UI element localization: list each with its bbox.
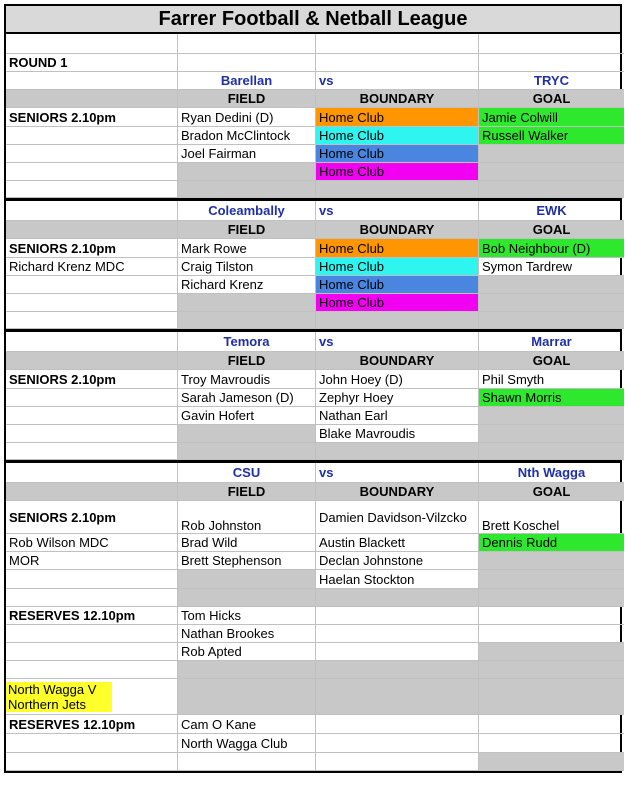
match-header-row: [6, 198, 620, 221]
cell: [479, 589, 624, 607]
fixture-note: North Wagga V Northern Jets: [6, 682, 112, 712]
goal-umpire: [479, 145, 624, 163]
boundary-umpire: Damien Davidson-Vilzcko: [316, 501, 479, 534]
grade-cell: SENIORS 2.10pm: [6, 239, 178, 258]
cell: [178, 443, 316, 460]
field-header: FIELD: [178, 90, 316, 108]
boundary-umpire: [316, 734, 479, 753]
cell: [178, 661, 316, 679]
cell: [6, 753, 178, 771]
cell: [316, 443, 479, 460]
goal-umpire: Brett Koschel: [479, 501, 624, 534]
boundary-header: BOUNDARY: [316, 221, 479, 239]
boundary-umpire: Declan Johnstone: [316, 552, 479, 570]
cell: [316, 589, 479, 607]
grade-cell: [6, 276, 178, 294]
table-row: [6, 258, 620, 276]
table-row: [6, 570, 620, 589]
table-row: [6, 163, 620, 181]
cell: [479, 312, 624, 329]
table-row: [6, 239, 620, 258]
vs-label: vs: [316, 201, 479, 221]
cell: [6, 661, 178, 679]
boundary-umpire: Home Club: [316, 145, 479, 163]
table-row: [6, 389, 620, 407]
cell: [6, 483, 178, 501]
grade-cell: [6, 389, 178, 407]
goal-header: GOAL: [479, 483, 624, 501]
goal-umpire: [479, 715, 624, 734]
cell: [6, 72, 178, 90]
cell: [6, 332, 178, 352]
field-umpire: Bradon McClintock: [178, 127, 316, 145]
boundary-header: BOUNDARY: [316, 483, 479, 501]
field-umpire: [178, 163, 316, 181]
field-umpire: [178, 570, 316, 589]
cell: [479, 181, 624, 198]
column-header-row: [6, 221, 620, 239]
grade-cell: SENIORS 2.10pm: [6, 501, 178, 534]
cell: [6, 90, 178, 108]
cell: [6, 589, 178, 607]
goal-umpire: Symon Tardrew: [479, 258, 624, 276]
match-header-row: [6, 460, 620, 483]
field-umpire: Cam O Kane: [178, 715, 316, 734]
cell: [479, 54, 624, 72]
field-umpire: Craig Tilston: [178, 258, 316, 276]
column-header-row: [6, 90, 620, 108]
goal-umpire: Dennis Rudd: [479, 534, 624, 552]
field-header: FIELD: [178, 483, 316, 501]
goal-umpire: Russell Walker: [479, 127, 624, 145]
boundary-umpire: Home Club: [316, 127, 479, 145]
table-row: [6, 734, 620, 753]
cell: [178, 54, 316, 72]
table-row: [6, 607, 620, 625]
field-umpire: Tom Hicks: [178, 607, 316, 625]
home-team: Barellan: [178, 72, 316, 90]
grade-cell: [6, 625, 178, 643]
goal-umpire: [479, 163, 624, 181]
table-row: [6, 276, 620, 294]
vs-label: vs: [316, 332, 479, 352]
goal-umpire: [479, 570, 624, 589]
boundary-umpire: Home Club: [316, 108, 479, 127]
field-umpire: Mark Rowe: [178, 239, 316, 258]
boundary-umpire: Haelan Stockton: [316, 570, 479, 589]
grade-cell: MOR: [6, 552, 178, 570]
home-team: CSU: [178, 463, 316, 483]
cell: [316, 661, 479, 679]
field-umpire: Ryan Dedini (D): [178, 108, 316, 127]
cell: [479, 753, 624, 771]
grade-cell: [6, 294, 178, 312]
blank-row: [6, 34, 620, 54]
grade-cell: [6, 643, 178, 661]
field-umpire: Brett Stephenson: [178, 552, 316, 570]
table-row: [6, 715, 620, 734]
goal-umpire: Shawn Morris: [479, 389, 624, 407]
away-team: TRYC: [479, 72, 624, 90]
grade-cell: Rob Wilson MDC: [6, 534, 178, 552]
cell: [316, 181, 479, 198]
cell: [178, 753, 316, 771]
goal-umpire: Phil Smyth: [479, 370, 624, 389]
grade-cell: [6, 425, 178, 443]
vs-label: vs: [316, 72, 479, 90]
cell: [178, 181, 316, 198]
table-row: [6, 643, 620, 661]
table-row: [6, 534, 620, 552]
boundary-umpire: Home Club: [316, 276, 479, 294]
cell: [479, 443, 624, 460]
field-umpire: Richard Krenz: [178, 276, 316, 294]
away-team: EWK: [479, 201, 624, 221]
boundary-umpire: John Hoey (D): [316, 370, 479, 389]
table-row: [6, 145, 620, 163]
table-row: [6, 425, 620, 443]
cell: [6, 443, 178, 460]
table-row: [6, 370, 620, 389]
boundary-umpire: Home Club: [316, 163, 479, 181]
away-team: Nth Wagga: [479, 463, 624, 483]
field-umpire: Nathan Brookes: [178, 625, 316, 643]
goal-header: GOAL: [479, 90, 624, 108]
fixture-sheet: [4, 4, 622, 773]
grade-cell: [6, 163, 178, 181]
cell: [6, 181, 178, 198]
field-header: FIELD: [178, 221, 316, 239]
boundary-umpire: Austin Blackett: [316, 534, 479, 552]
column-header-row: [6, 352, 620, 370]
cell: [6, 463, 178, 483]
goal-umpire: [479, 552, 624, 570]
cell: [178, 589, 316, 607]
field-umpire: Rob Apted: [178, 643, 316, 661]
boundary-umpire: [316, 715, 479, 734]
grade-cell: [6, 407, 178, 425]
spacer-row: [6, 443, 620, 460]
cell: [178, 312, 316, 329]
boundary-umpire: Home Club: [316, 239, 479, 258]
goal-header: GOAL: [479, 221, 624, 239]
cell: [6, 34, 178, 54]
boundary-umpire: Home Club: [316, 258, 479, 276]
goal-umpire: [479, 734, 624, 753]
boundary-header: BOUNDARY: [316, 352, 479, 370]
grade-cell: Richard Krenz MDC: [6, 258, 178, 276]
boundary-umpire: [316, 607, 479, 625]
boundary-umpire: [316, 625, 479, 643]
table-row: [6, 108, 620, 127]
goal-umpire: [479, 276, 624, 294]
goal-header: GOAL: [479, 352, 624, 370]
goal-umpire: [479, 425, 624, 443]
field-umpire: Troy Mavroudis: [178, 370, 316, 389]
boundary-umpire: Zephyr Hoey: [316, 389, 479, 407]
cell: [316, 54, 479, 72]
field-umpire: Gavin Hofert: [178, 407, 316, 425]
grade-cell: [6, 570, 178, 589]
cell: [316, 34, 479, 54]
cell: [6, 312, 178, 329]
spacer-row: [6, 312, 620, 329]
table-row: [6, 625, 620, 643]
boundary-umpire: Nathan Earl: [316, 407, 479, 425]
grade-cell: [6, 679, 178, 715]
grade-cell: [6, 734, 178, 753]
goal-umpire: [479, 607, 624, 625]
grade-cell: RESERVES 12.10pm: [6, 715, 178, 734]
boundary-header: BOUNDARY: [316, 90, 479, 108]
field-header: FIELD: [178, 352, 316, 370]
field-umpire: North Wagga Club: [178, 734, 316, 753]
table-row: [6, 127, 620, 145]
goal-umpire: [479, 643, 624, 661]
grade-cell: [6, 145, 178, 163]
field-umpire: [178, 425, 316, 443]
field-umpire: Brad Wild: [178, 534, 316, 552]
vs-label: vs: [316, 463, 479, 483]
match-header-row: [6, 329, 620, 352]
grade-cell: SENIORS 2.10pm: [6, 108, 178, 127]
table-row: [6, 501, 620, 534]
spacer-row: [6, 661, 620, 679]
field-umpire: Joel Fairman: [178, 145, 316, 163]
spacer-row: [6, 589, 620, 607]
field-umpire: [178, 294, 316, 312]
goal-umpire: [479, 679, 624, 715]
field-umpire: Sarah Jameson (D): [178, 389, 316, 407]
round-label: ROUND 1: [6, 54, 178, 72]
spacer-row: [6, 753, 620, 771]
sheet-title: Farrer Football & Netball League: [4, 4, 622, 34]
cell: [316, 312, 479, 329]
goal-umpire: [479, 407, 624, 425]
boundary-umpire: Home Club: [316, 294, 479, 312]
grade-cell: RESERVES 12.10pm: [6, 607, 178, 625]
table-row: [6, 552, 620, 570]
round-row: [6, 54, 620, 72]
match-header-row: [6, 72, 620, 90]
boundary-umpire: Blake Mavroudis: [316, 425, 479, 443]
field-umpire: Rob Johnston: [178, 501, 316, 534]
table-row: [6, 679, 620, 715]
boundary-umpire: [316, 679, 479, 715]
cell: [479, 661, 624, 679]
cell: [6, 352, 178, 370]
cell: [6, 221, 178, 239]
fixture-grid: [4, 34, 622, 773]
spacer-row: [6, 181, 620, 198]
grade-cell: SENIORS 2.10pm: [6, 370, 178, 389]
goal-umpire: [479, 625, 624, 643]
column-header-row: [6, 483, 620, 501]
home-team: Temora: [178, 332, 316, 352]
table-row: [6, 294, 620, 312]
goal-umpire: Jamie Colwill: [479, 108, 624, 127]
boundary-umpire: [316, 643, 479, 661]
cell: [316, 753, 479, 771]
cell: [479, 34, 624, 54]
table-row: [6, 407, 620, 425]
goal-umpire: [479, 294, 624, 312]
field-umpire: [178, 679, 316, 715]
home-team: Coleambally: [178, 201, 316, 221]
grade-cell: [6, 127, 178, 145]
goal-umpire: Bob Neighbour (D): [479, 239, 624, 258]
cell: [6, 201, 178, 221]
cell: [178, 34, 316, 54]
away-team: Marrar: [479, 332, 624, 352]
